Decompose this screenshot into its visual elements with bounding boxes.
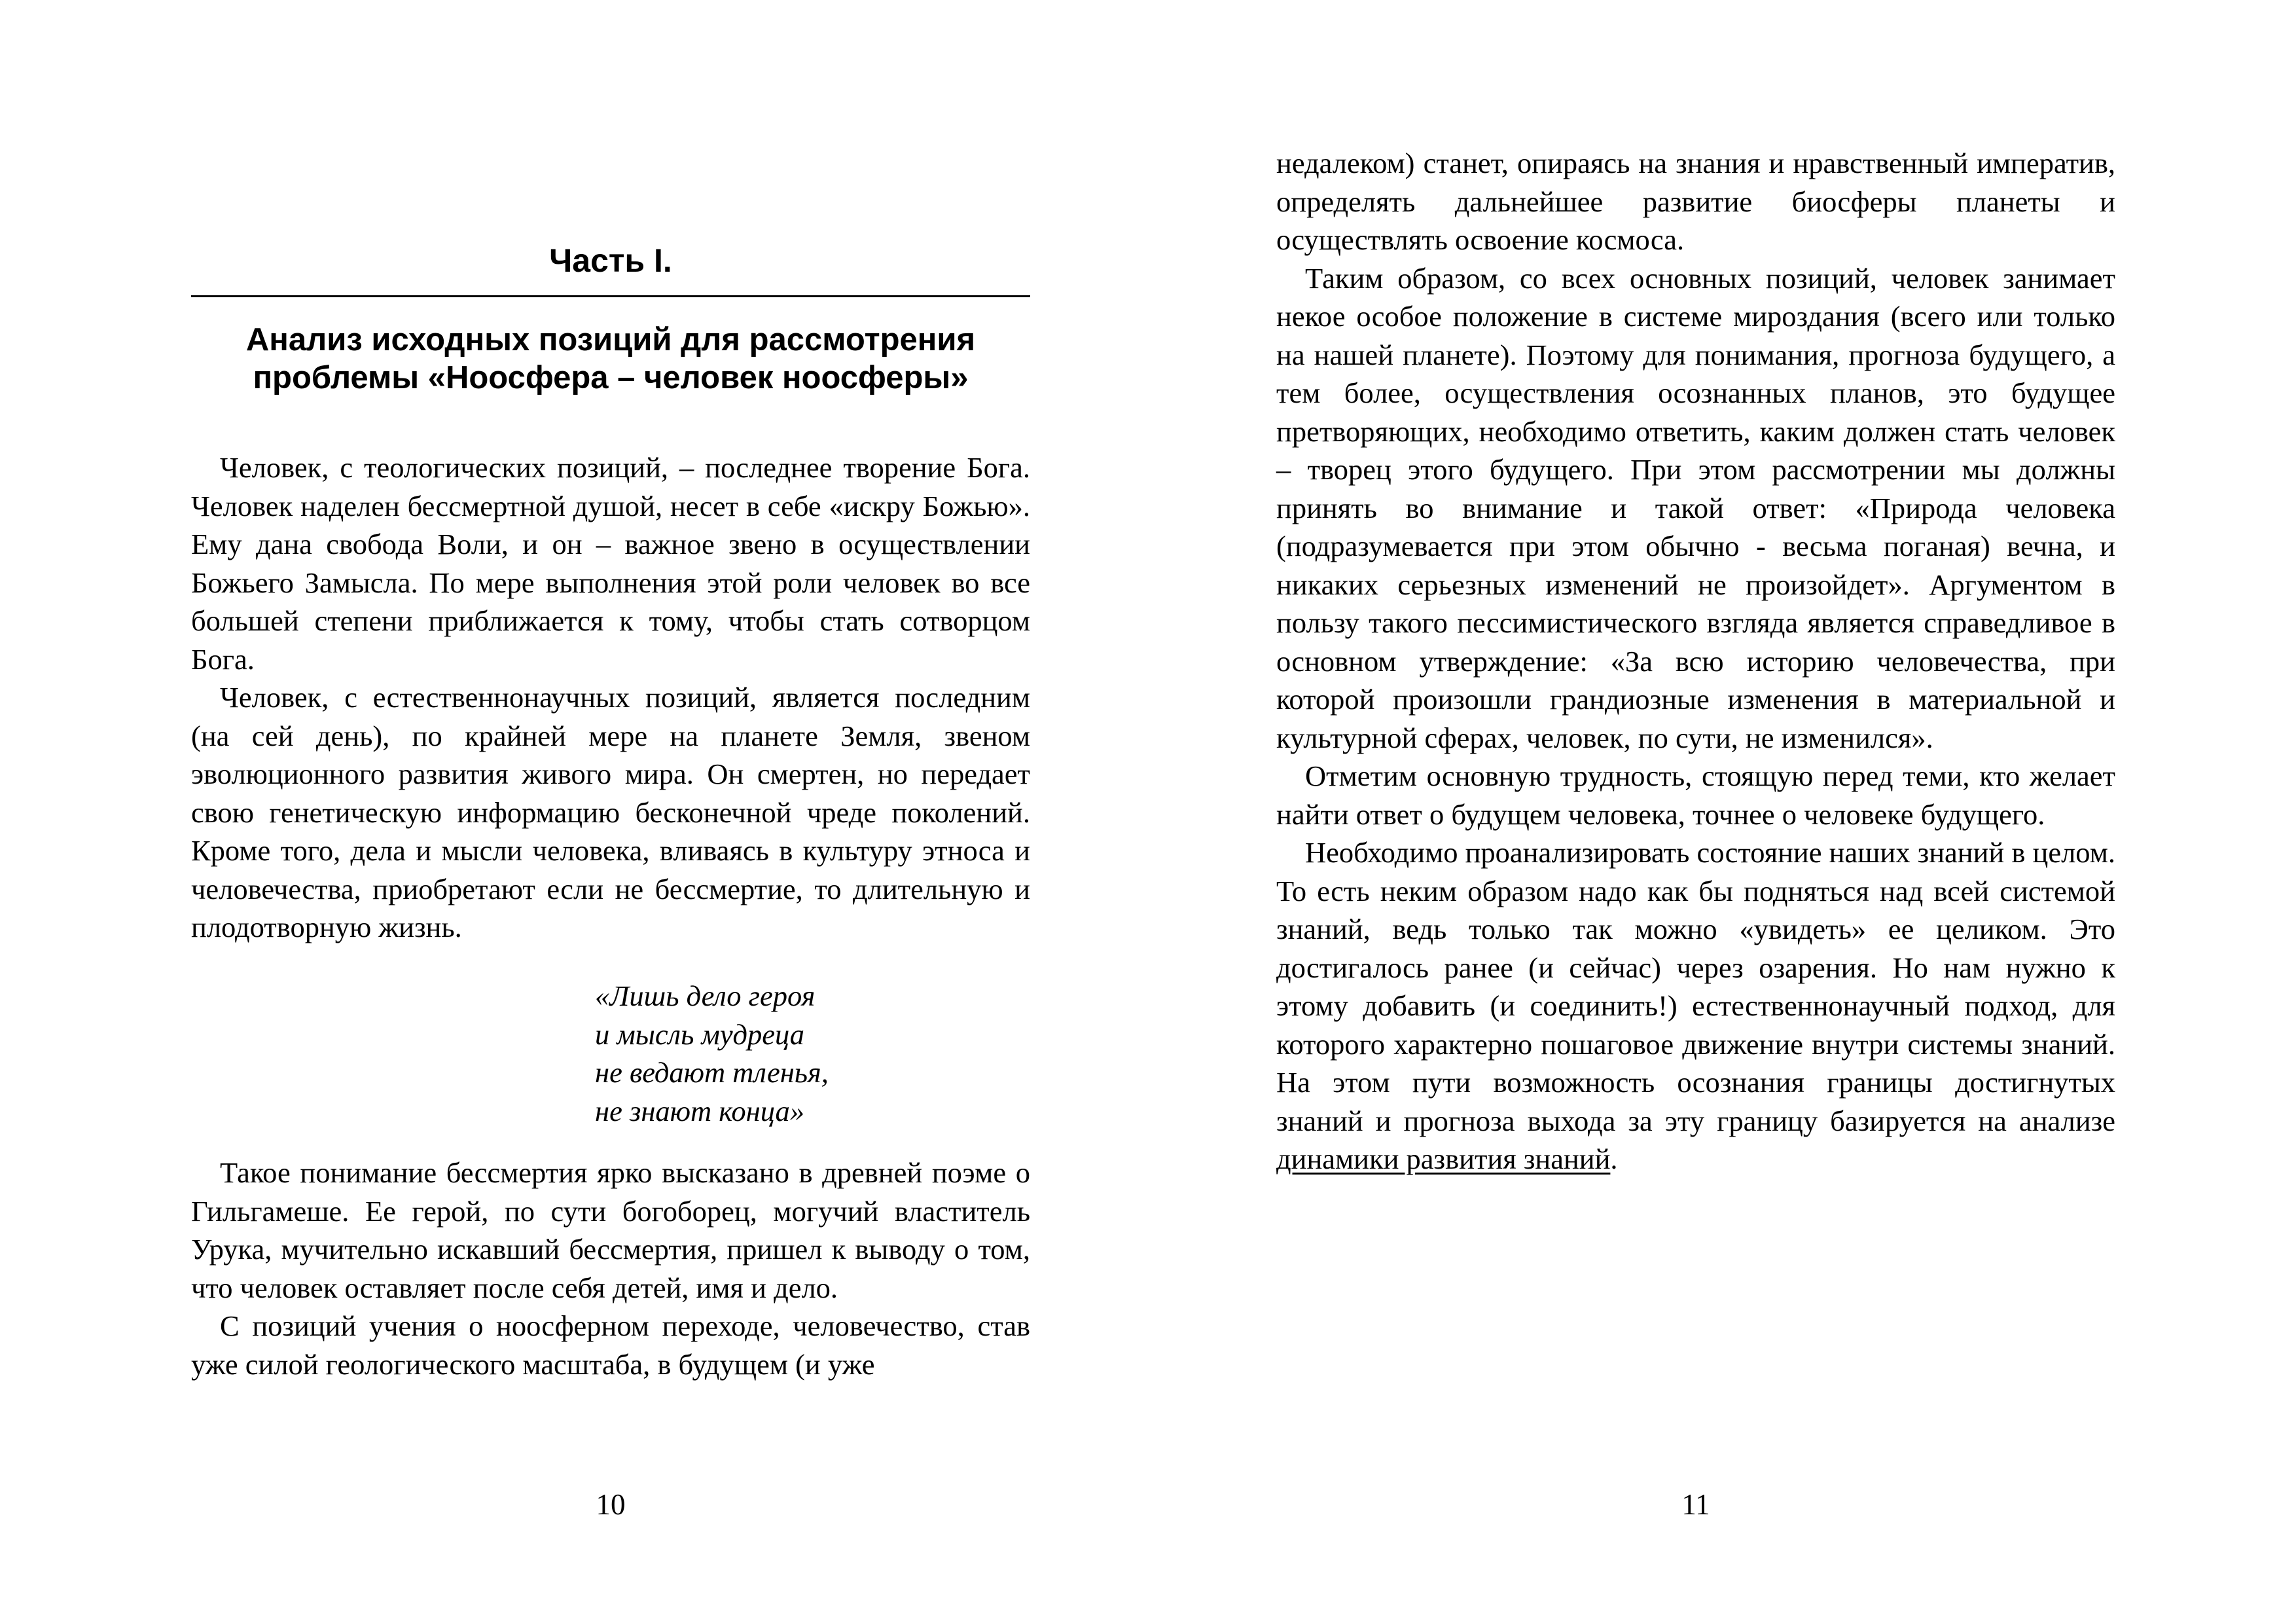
paragraph-text: Необходимо проанализировать состояние наших знаний в целом. То есть неким образом надо как бы подняться над всей системой знаний, ведь только так можно «увидеть» ее целиком. Это достигалось ранее (и сейчас) через озарения. Но нам нужно к этому добавить (и соединить!) естественнонаучный подход, для которого характерно пошаговое движение внутри системы знаний. На этом пути возможность осознания границы достигнутых знаний и прогноза выхода за эту границу базируется на анализе xyxy=(1276,836,2115,1137)
paragraph-end: . xyxy=(1610,1142,1618,1175)
paragraph: Человек, с теологических позиций, – последнее творение Бога. Человек наделен бессмертной душой, несет в себе «искру Божью». Ему дана свобода Воли, и он – важное звено в осуществлении Божьего Замысла. По мере выполнения этой роли человек во все большей степени приближается к тому, чтобы стать сотворцом Бога. xyxy=(191,451,1030,676)
right-page xyxy=(1276,0,2115,1623)
right-body-text xyxy=(1276,144,2115,1178)
page-number: 11 xyxy=(1681,1488,1710,1521)
underlined-phrase: динамики развития знаний xyxy=(1276,1142,1611,1175)
paragraph-continued: недалеком) станет, опираясь на знания и нравственный императив, определять дальнейшее развитие биосферы планеты и осуществлять освоение космоса. xyxy=(1276,147,2115,256)
paragraph: Такое понимание бессмертия ярко высказано в древней поэме о Гильгамеше. Ее герой, по сути богоборец, могучий властитель Урука, мучительно искавший бессмертия, пришел к выводу о том, что человек оставляет после себя детей, имя и дело. xyxy=(191,1156,1030,1304)
verse-line: не ведают тленья, xyxy=(595,1056,829,1089)
left-body-text xyxy=(191,448,1030,947)
paragraph: Таким образом, со всех основных позиций, человек занимает некое особое положение в системе мироздания (всего или только на нашей планете). Поэтому для понимания, прогноза будущего, а тем более, осуществления осознанных планов, это будущее претворяющих, необходимо ответить, каким должен стать человек – творец этого будущего. При этом рассмотрении мы должны принять во внимание и такой ответ: «Природа человека (подразумевается при этом обычно - весьма поганая) вечна, и никаких серьезных изменений не произойдет». Аргументом в пользу такого пессимистического взгляда является справедливое в основном утверждение: «За всю историю человечества, при которой произошли грандиозные изменения в материальной и культурной сферах, человек, по сути, не изменился». xyxy=(1276,261,2115,754)
section-title xyxy=(191,321,1030,397)
verse-line: не знают конца» xyxy=(595,1094,805,1127)
verse-line: «Лишь дело героя xyxy=(595,979,816,1012)
title-rule xyxy=(191,295,1030,297)
epigraph-verse xyxy=(595,977,829,1130)
part-title: Часть I. xyxy=(549,242,672,279)
page-number: 10 xyxy=(596,1488,626,1521)
left-page xyxy=(191,0,1030,1623)
paragraph: Отметим основную трудность, стоящую перед теми, кто желает найти ответ о будущем человека, точнее о человеке будущего. xyxy=(1276,759,2115,831)
paragraph xyxy=(1276,833,2115,1178)
paragraph: Человек, с естественнонаучных позиций, является последним (на сей день), по крайней мере на планете Земля, звеном эволюционного развития живого мира. Он смертен, но передает свою генетическую информацию бесконечной чреде поколений. Кроме того, дела и мысли человека, вливаясь в культуру этноса и человечества, приобретают если не бессмертие, то длительную и плодотворную жизнь. xyxy=(191,681,1030,943)
section-title-line-2: проблемы «Ноосфера – человек ноосферы» xyxy=(253,360,969,395)
section-title-line-1: Анализ исходных позиций для рассмотрения xyxy=(245,322,976,357)
paragraph: С позиций учения о ноосферном переходе, человечество, став уже силой геологического масштаба, в будущем (и уже xyxy=(191,1309,1030,1381)
verse-line: и мысль мудреца xyxy=(595,1017,805,1051)
left-body-text-continued xyxy=(191,1154,1030,1383)
